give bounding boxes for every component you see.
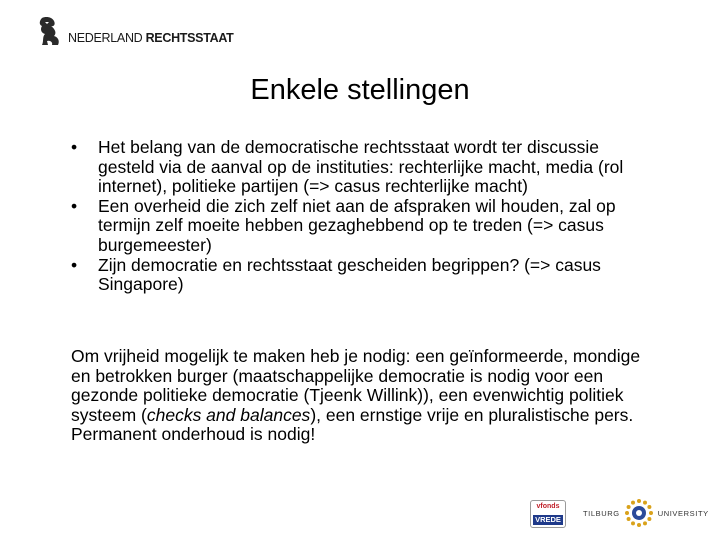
paragraph-emphasis: checks and balances — [146, 404, 311, 425]
bullet-item — [70, 138, 660, 197]
tilburg-seal-icon — [624, 498, 654, 528]
bullet-item — [70, 256, 660, 295]
vfonds-vrede-label: VREDE — [533, 515, 563, 525]
tilburg-university-logo — [583, 498, 709, 528]
bullet-marker: • — [71, 195, 78, 216]
brand-text-light: NEDERLAND — [68, 31, 146, 45]
bullet-marker: • — [71, 254, 78, 275]
bullet-item — [70, 197, 660, 256]
paragraph-text-start: Om vrijheid mogelijk te maken heb je nodig: een geïnformeerde, mondige en betrokken burger (maatschappelijke democratie is nodig voor een gezonde politieke democratie (Tjeenk Willink)), een evenwichtig politiek systeem ( — [71, 346, 641, 425]
nederland-rechtsstaat-logo — [36, 14, 233, 48]
vfonds-label: vfonds — [536, 503, 560, 510]
tilburg-label: TILBURG — [583, 508, 620, 518]
university-label: UNIVERSITY — [657, 508, 709, 518]
slide-title: Enkele stellingen — [250, 74, 470, 106]
vfonds-logo — [530, 500, 566, 528]
bullet-text: Het belang van de democratische rechtsstaat wordt ter discussie gesteld via de aanval op de instituties: rechterlijke macht, media (rol internet), politieke partijen (=> casus rechterlijke macht) — [98, 137, 624, 197]
bullet-text: Zijn democratie en rechtsstaat gescheiden begrippen? (=> casus Singapore) — [98, 254, 601, 295]
bullet-text: Een overheid die zich zelf niet aan de afspraken wil houden, zal op termijn zelf moeite hebben gezaghebbend op te treden (=> casus burgemeester) — [98, 195, 616, 255]
bullet-list — [70, 138, 660, 295]
paragraph-text-end: ), een ernstige vrije en pluralistische pers. Permanent onderhoud is nodig! — [71, 404, 634, 445]
brand-text — [68, 31, 233, 45]
lion-icon — [36, 14, 64, 48]
body-paragraph — [71, 347, 661, 445]
bullet-marker: • — [71, 137, 78, 157]
brand-text-bold: RECHTSSTAAT — [145, 31, 234, 45]
